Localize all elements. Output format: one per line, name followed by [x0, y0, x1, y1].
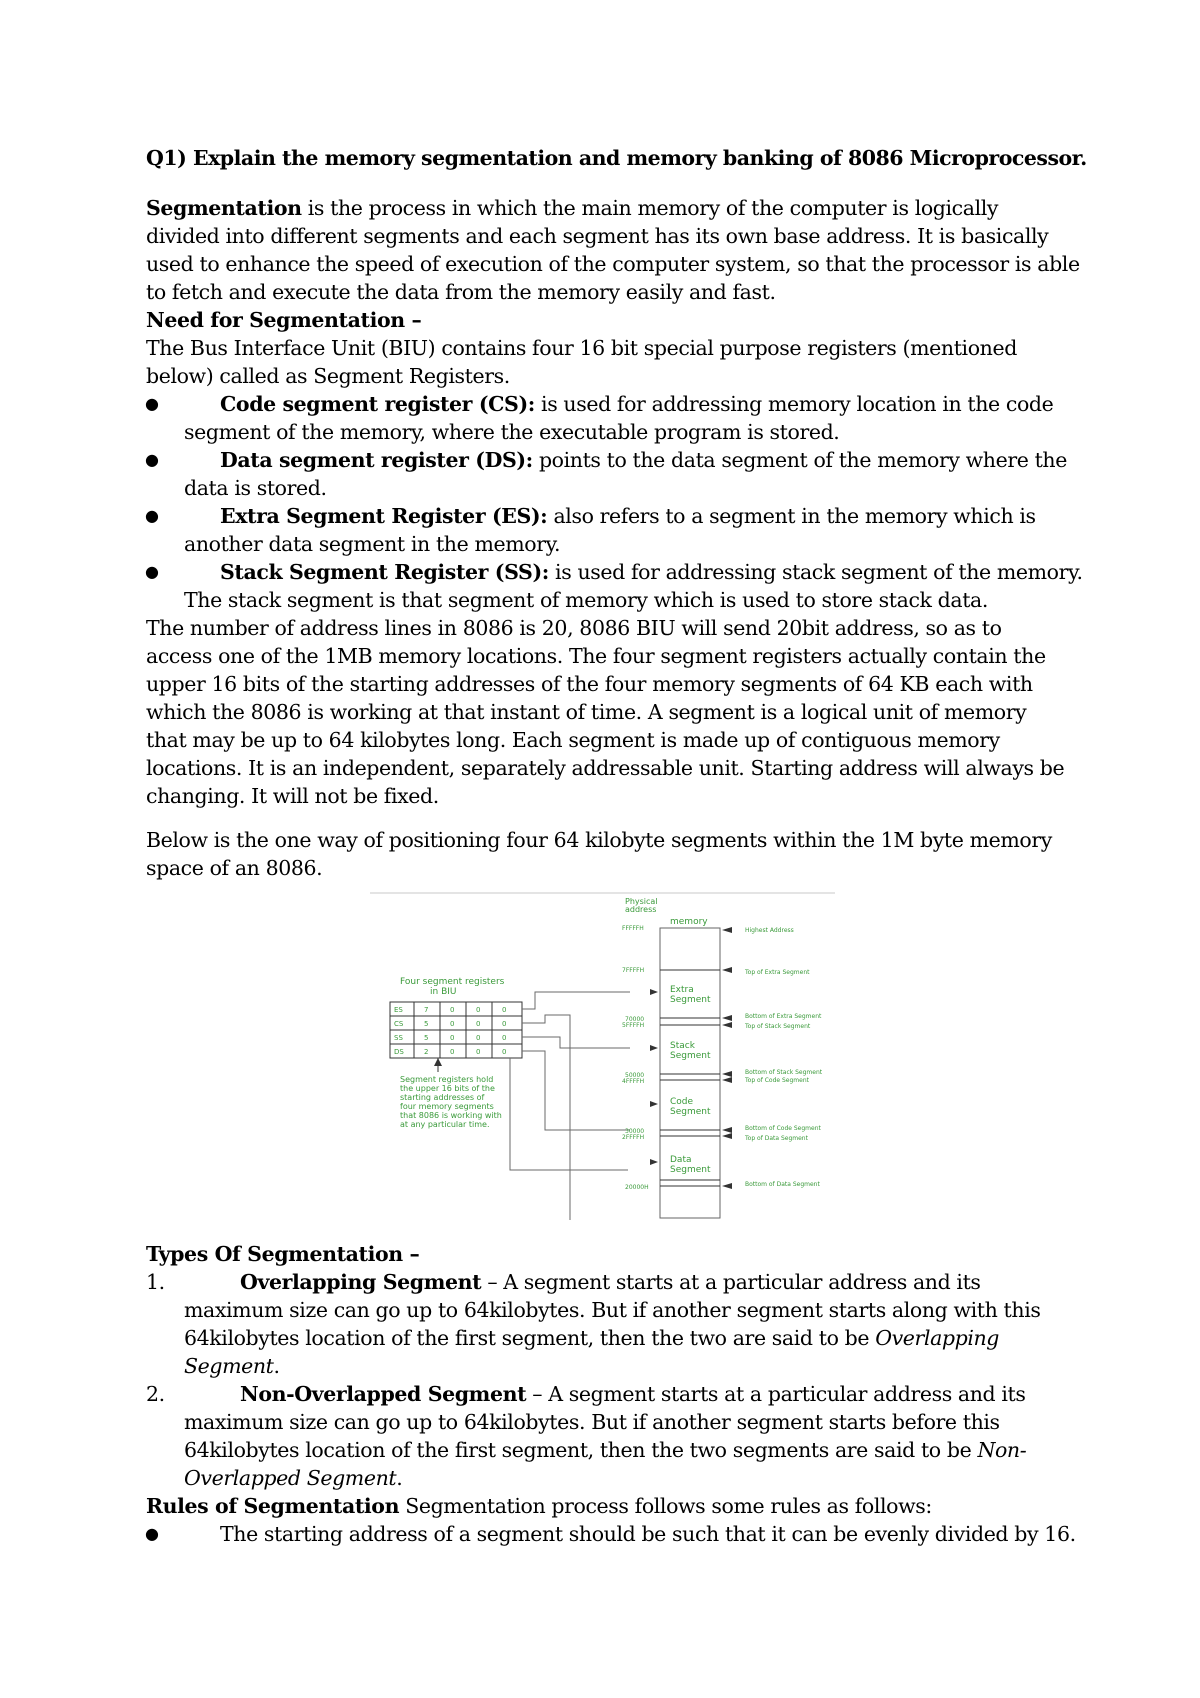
type-1-line-3: 64kilobytes location of the first segment, then the two are said to be Overlapping	[184, 1326, 1000, 1350]
svg-text:2FFFFH: 2FFFFH	[622, 1134, 645, 1141]
svg-text:Segment: Segment	[670, 995, 711, 1005]
rules-line: Rules of Segmentation Segmentation process follows some rules as follows:	[146, 1494, 932, 1518]
segment-stack-label: Stack	[670, 1041, 695, 1051]
intro-line-3: used to enhance the speed of execution of the computer system, so that the processor is able	[146, 252, 1080, 276]
svg-text:FFFFFH: FFFFFH	[622, 925, 644, 932]
svg-text:Bottom of Code Segment: Bottom of Code Segment	[745, 1125, 821, 1132]
need-line-1: The Bus Interface Unit (BIU) contains four 16 bit special purpose registers (mentioned	[146, 336, 1017, 360]
need-heading: Need for Segmentation –	[146, 308, 422, 332]
svg-text:memory: memory	[670, 917, 708, 927]
segment-code-label: Code	[670, 1097, 694, 1107]
svg-text:Bottom of Stack Segment: Bottom of Stack Segment	[745, 1069, 823, 1076]
svg-text:Segment: Segment	[670, 1107, 711, 1117]
question-title: Q1) Explain the memory segmentation and memory banking of 8086 Microprocessor.	[146, 146, 1087, 170]
type-1-line-2: maximum size can go up to 64kilobytes. But if another segment starts along with this	[184, 1298, 1041, 1322]
svg-text:0: 0	[476, 1020, 481, 1028]
register-note	[400, 1075, 502, 1129]
svg-text:0: 0	[450, 1020, 455, 1028]
svg-text:5: 5	[424, 1020, 429, 1028]
svg-text:Top of Data Segment: Top of Data Segment	[745, 1135, 808, 1142]
svg-text:0: 0	[450, 1034, 455, 1042]
type-1-line-1: Overlapping Segment – A segment starts at a particular address and its	[240, 1270, 981, 1294]
intro-bold-term: Segmentation	[146, 196, 302, 220]
register-ss-line-1: Stack Segment Register (SS): is used for addressing stack segment of the memory.	[220, 560, 1083, 584]
address-line-6: locations. It is an independent, separately addressable unit. Starting address will always be	[146, 756, 1065, 780]
register-es-line-2: another data segment in the memory.	[184, 532, 561, 556]
type-2-line-4: Overlapped Segment.	[184, 1466, 403, 1490]
svg-text:0: 0	[476, 1034, 481, 1042]
svg-text:0: 0	[476, 1006, 481, 1014]
bullet-icon: ●	[145, 450, 159, 469]
type-2-number: 2.	[146, 1382, 165, 1406]
register-ss-line-2: The stack segment is that segment of memory which is used to store stack data.	[184, 588, 988, 612]
need-line-2: below) called as Segment Registers.	[146, 364, 510, 388]
svg-text:4FFFFH: 4FFFFH	[622, 1078, 645, 1085]
boundary-arrows	[722, 927, 732, 1189]
svg-text:0: 0	[450, 1048, 455, 1056]
register-es-line-1: Extra Segment Register (ES): also refers to a segment in the memory which is	[220, 504, 1036, 528]
svg-text:5: 5	[424, 1034, 429, 1042]
physical-address-markers	[622, 925, 649, 1191]
svg-text:Top of Stack Segment: Top of Stack Segment	[745, 1023, 811, 1030]
below-line-2: space of an 8086.	[146, 856, 323, 880]
svg-text:four memory segments: four memory segments	[400, 1102, 494, 1111]
register-ds-line-1: Data segment register (DS): points to the data segment of the memory where the	[220, 448, 1067, 472]
address-arrows	[650, 989, 658, 1165]
bullet-icon: ●	[145, 506, 159, 525]
memory-column	[625, 897, 720, 1218]
svg-text:0: 0	[502, 1034, 507, 1042]
connector-lines	[510, 992, 630, 1220]
intro-line-4: to fetch and execute the data from the memory easily and fast.	[146, 280, 776, 304]
memory-segmentation-figure	[370, 890, 840, 1220]
bullet-icon: ●	[145, 394, 159, 413]
type-2-line-3: 64kilobytes location of the first segment, then the two segments are said to be Non-	[184, 1438, 1027, 1462]
register-title-1: Four segment registers	[400, 977, 505, 987]
svg-text:70000: 70000	[625, 1016, 645, 1023]
svg-text:starting addresses of: starting addresses of	[400, 1093, 485, 1102]
svg-text:Segment: Segment	[670, 1051, 711, 1061]
address-line-2: access one of the 1MB memory locations. The four segment registers actually contain the	[146, 644, 1046, 668]
address-line-4: which the 8086 is working at that instant of time. A segment is a logical unit of memory	[146, 700, 1027, 724]
svg-text:Segment registers hold: Segment registers hold	[400, 1075, 494, 1084]
address-line-5: that may be up to 64 kilobytes long. Each segment is made up of contiguous memory	[146, 728, 1000, 752]
svg-text:2: 2	[424, 1048, 429, 1056]
address-line-7: changing. It will not be fixed.	[146, 784, 439, 808]
svg-text:Highest Address: Highest Address	[745, 927, 794, 934]
register-cs-line-2: segment of the memory, where the executable program is stored.	[184, 420, 840, 444]
intro-line-1: Segmentation is the process in which the main memory of the computer is logically	[146, 196, 999, 220]
svg-text:7FFFFH: 7FFFFH	[622, 967, 645, 974]
types-heading: Types Of Segmentation –	[146, 1242, 420, 1266]
svg-text:Top of Extra Segment: Top of Extra Segment	[745, 969, 810, 976]
svg-text:20000H: 20000H	[625, 1184, 649, 1191]
type-1-number: 1.	[146, 1270, 165, 1294]
svg-text:at any particular time.: at any particular time.	[400, 1120, 490, 1129]
below-line-1: Below is the one way of positioning four 64 kilobyte segments within the 1M byte memory	[146, 828, 1052, 852]
segment-extra-label: Extra	[670, 985, 694, 995]
address-line-3: upper 16 bits of the starting addresses of the four memory segments of 64 KB each with	[146, 672, 1033, 696]
register-ds-line-2: data is stored.	[184, 476, 327, 500]
svg-text:that 8086 is working with: that 8086 is working with	[400, 1111, 502, 1120]
rules-bullet-1: The starting address of a segment should be such that it can be evenly divided by 16.	[220, 1522, 1076, 1546]
svg-text:ES: ES	[394, 1006, 403, 1014]
svg-text:Top of Code Segment: Top of Code Segment	[745, 1077, 809, 1084]
svg-text:0: 0	[450, 1006, 455, 1014]
memory-boundary-labels	[744, 927, 823, 1188]
register-grid-labels	[394, 1006, 506, 1056]
svg-text:30000: 30000	[625, 1128, 645, 1135]
svg-text:SS: SS	[394, 1034, 403, 1042]
svg-text:Bottom of Data Segment: Bottom of Data Segment	[745, 1181, 820, 1188]
type-2-line-1: Non-Overlapped Segment – A segment starts at a particular address and its	[240, 1382, 1026, 1406]
svg-text:0: 0	[502, 1006, 507, 1014]
svg-text:DS: DS	[394, 1048, 404, 1056]
type-1-line-4: Segment.	[184, 1354, 280, 1378]
svg-text:7: 7	[424, 1006, 429, 1014]
svg-text:50000: 50000	[625, 1072, 645, 1079]
svg-text:5FFFFH: 5FFFFH	[622, 1022, 645, 1029]
register-cs-line-1: Code segment register (CS): is used for addressing memory location in the code	[220, 392, 1054, 416]
svg-text:0: 0	[502, 1048, 507, 1056]
type-2-line-2: maximum size can go up to 64kilobytes. But if another segment starts before this	[184, 1410, 1000, 1434]
svg-text:Segment: Segment	[670, 1165, 711, 1175]
svg-text:address: address	[625, 905, 657, 914]
svg-text:Physical: Physical	[625, 897, 658, 906]
svg-text:0: 0	[502, 1020, 507, 1028]
address-line-1: The number of address lines in 8086 is 20, 8086 BIU will send 20bit address, so as to	[146, 616, 1002, 640]
svg-text:the upper 16 bits of the: the upper 16 bits of the	[400, 1084, 495, 1093]
bullet-icon: ●	[145, 562, 159, 581]
intro-line-2: divided into different segments and each segment has its own base address. It is basically	[146, 224, 1049, 248]
svg-text:CS: CS	[394, 1020, 404, 1028]
segment-data-label: Data	[670, 1155, 692, 1165]
svg-text:Bottom of Extra Segment: Bottom of Extra Segment	[745, 1013, 822, 1020]
svg-text:0: 0	[476, 1048, 481, 1056]
register-title-2: in BIU	[430, 987, 457, 997]
bullet-icon: ●	[145, 1524, 159, 1543]
